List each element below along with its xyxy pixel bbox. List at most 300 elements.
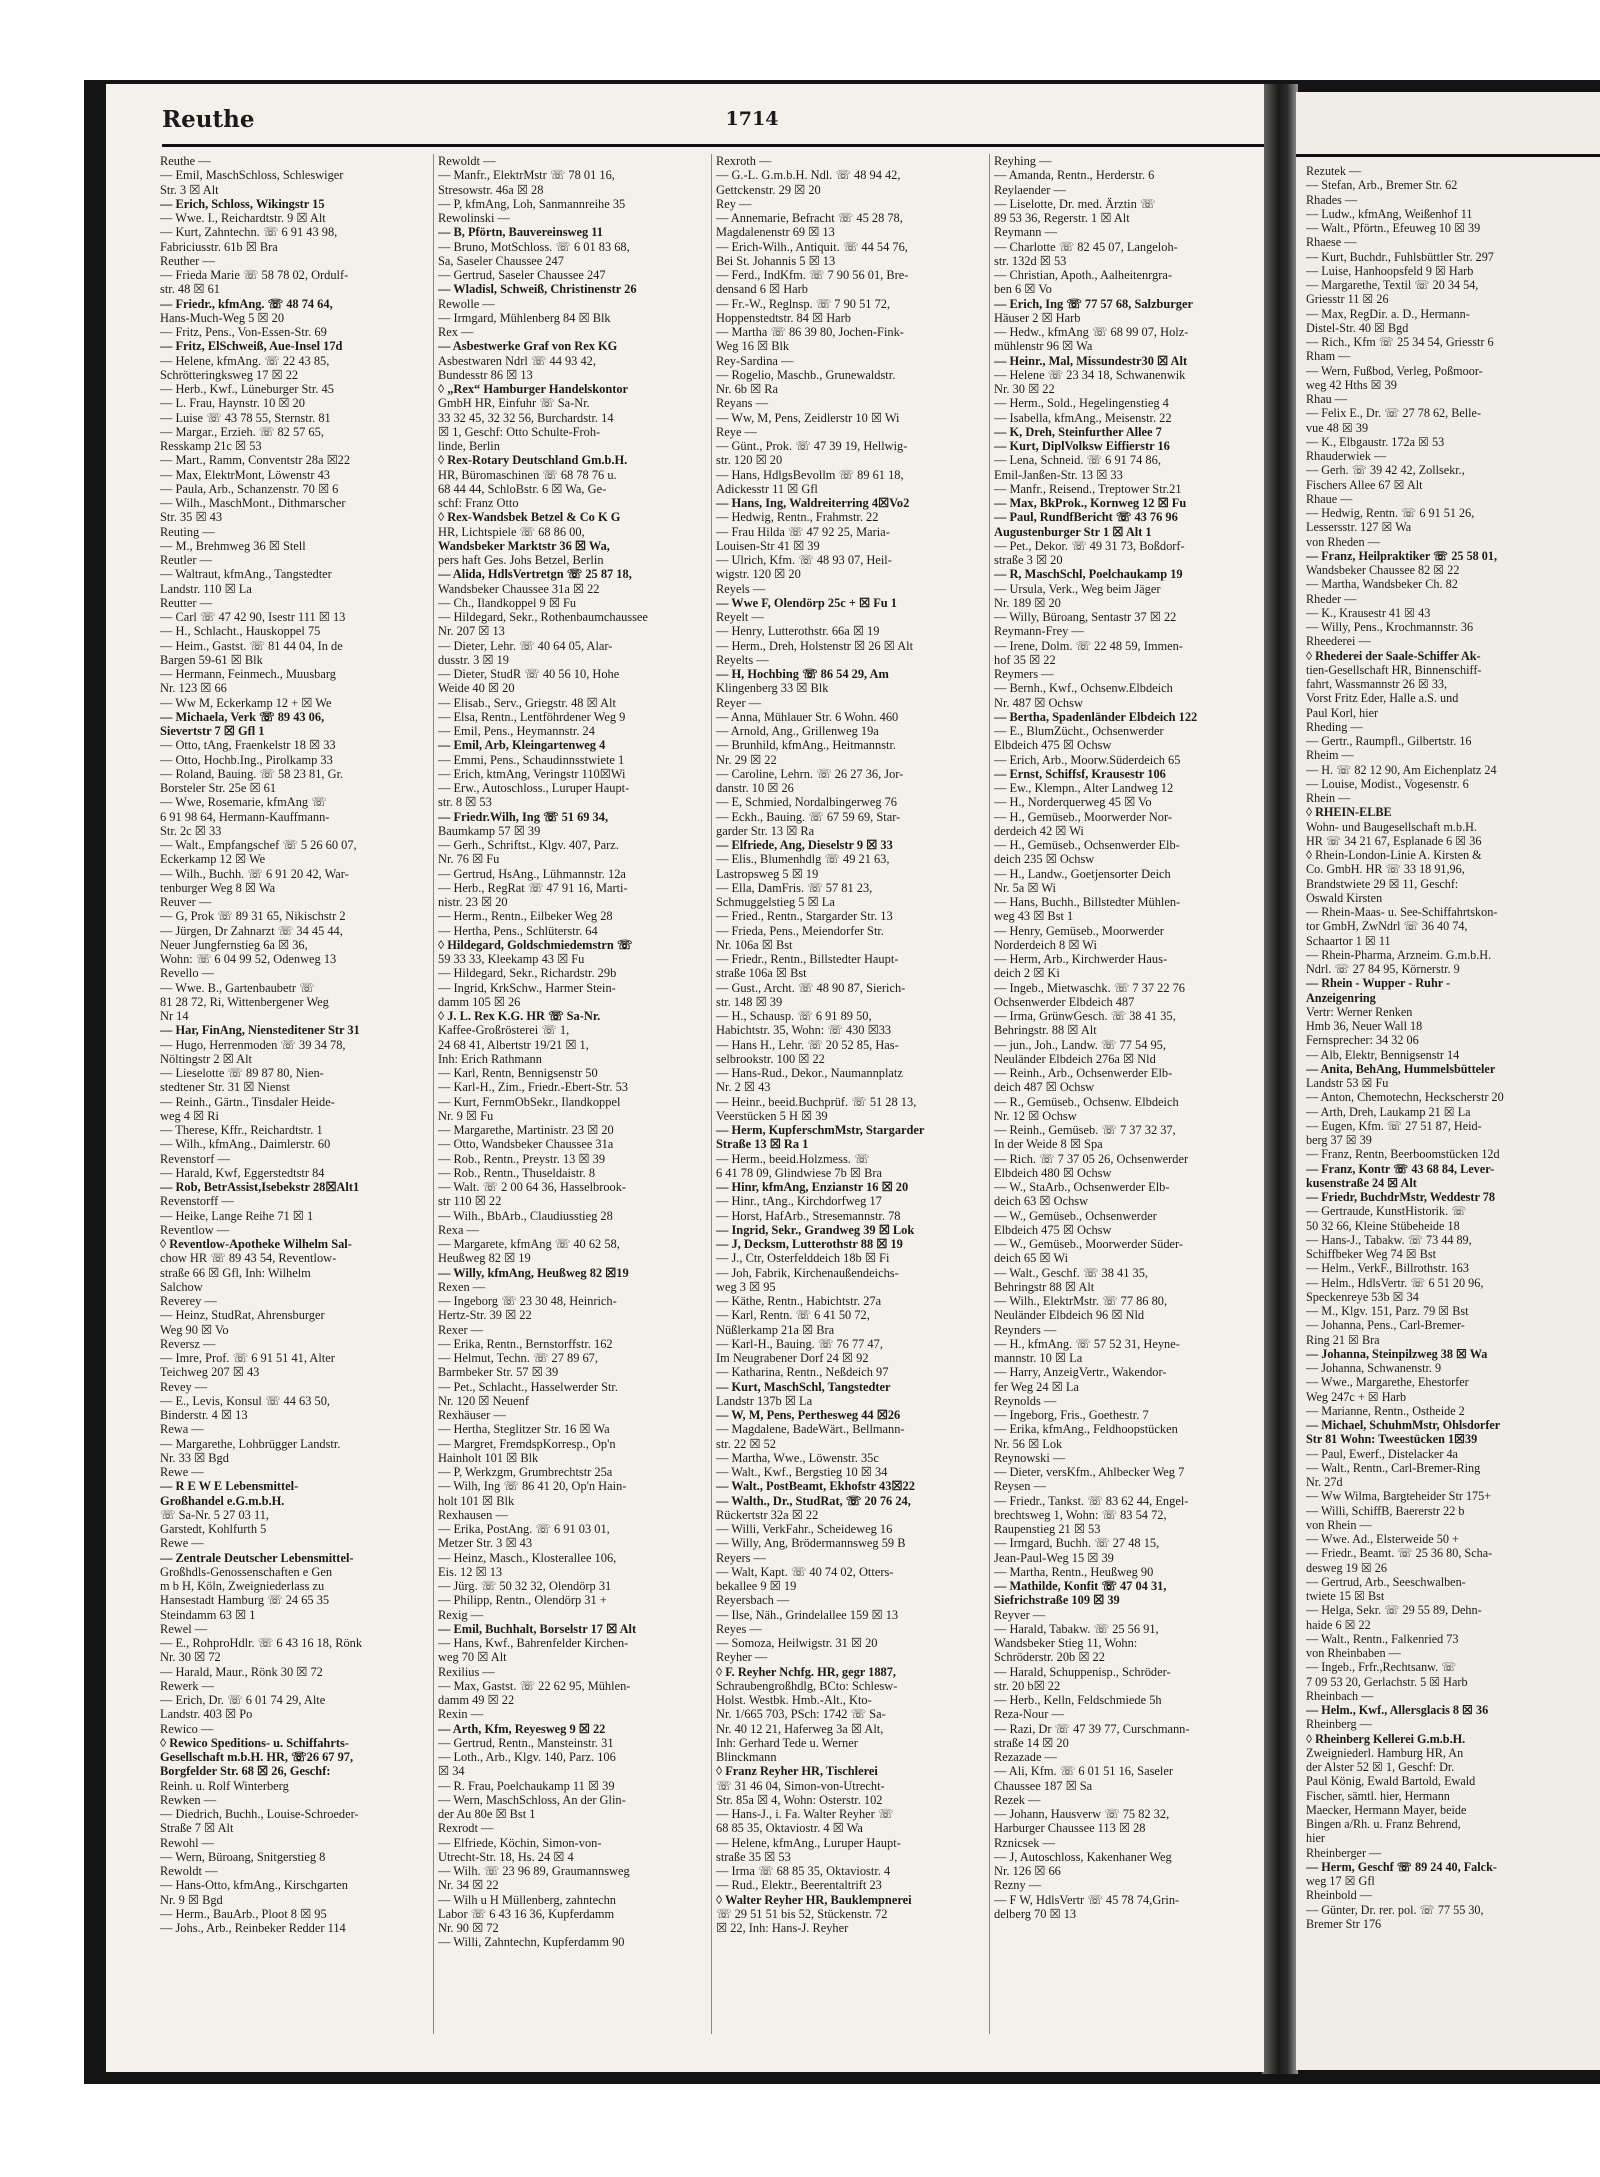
directory-entry-line: — Annemarie, Befracht ☏ 45 28 78,: [716, 211, 903, 225]
directory-entry-line: — Hans, HdlgsBevollm ☏ 89 61 18,: [716, 467, 904, 482]
directory-column-1: [160, 154, 427, 2054]
directory-entry-line: — Magdalene, BadeWärt., Bellmann-: [716, 1422, 905, 1437]
directory-entry-line: — Kurt, MaschSchl, Tangstedter: [716, 1379, 891, 1394]
directory-entry-line: — Gertraude, KunstHistorik. ☏: [1306, 1204, 1467, 1219]
surname-heading: Rewolinski —: [438, 211, 510, 225]
directory-entry-line: Oswald Kirsten: [1306, 890, 1383, 905]
directory-entry-line: Elbdeich 475 ☒ Ochsw: [994, 738, 1112, 753]
directory-entry-line: — Friedr., kfmAng. ☏ 48 74 64,: [160, 296, 333, 311]
directory-entry-line: Vorst Fritz Eder, Halle a.S. und: [1306, 691, 1459, 706]
directory-entry-line: — Hinr., tAng., Kirchdorfweg 17: [716, 1194, 882, 1209]
directory-entry-line: — Helga, Sekr. ☏ 29 55 89, Dehn-: [1306, 1603, 1482, 1618]
directory-entry-line: 24 68 41, Albertstr 19/21 ☒ 1,: [438, 1037, 589, 1052]
directory-entry-line: — Ch., Ilandkoppel 9 ☒ Fu: [438, 595, 577, 610]
directory-entry-line: — Eugen, Kfm. ☏ 27 51 87, Heid-: [1306, 1118, 1482, 1133]
directory-entry-line: — Irene, Dolm. ☏ 22 48 59, Immen-: [994, 638, 1183, 653]
directory-entry-line: Großhdls-Genossenschaften e Gen: [160, 1564, 333, 1579]
directory-entry-line: Bingen a/Rh. u. Franz Behrend,: [1306, 1817, 1461, 1831]
surname-heading: Rheinberger —: [1306, 1845, 1382, 1860]
directory-entry-line: — Ingeborg ☏ 23 30 48, Heinrich-: [438, 1294, 617, 1308]
directory-entry-line: Landstr 137b ☒ La: [716, 1393, 813, 1408]
directory-entry-line: — Lena, Schneid. ☏ 6 91 74 86,: [994, 453, 1161, 468]
directory-entry-line: — Günt., Prok. ☏ 47 39 19, Hellwig-: [716, 439, 908, 453]
directory-entry-line: — W., Gemüseb., Moorwerder Süder-: [994, 1237, 1184, 1251]
directory-entry-line: — Harald, Schuppenisp., Schröder-: [994, 1664, 1171, 1679]
directory-entry-line: — Karl, Rentn. ☏ 6 41 50 72,: [716, 1308, 870, 1323]
directory-column-5: [1306, 164, 1596, 2064]
directory-entry-line: Baumkamp 57 ☒ 39: [438, 823, 541, 838]
directory-entry-line: Stresowstr. 46a ☒ 28: [438, 182, 544, 197]
directory-entry-line: vue 48 ☒ 39: [1306, 420, 1369, 435]
directory-entry-line: — Paul, RundfBericht ☏ 43 76 96: [994, 510, 1178, 525]
directory-entry-line: — Liselotte, Dr. med. Ärztin ☏: [994, 196, 1156, 211]
directory-entry-line: danstr. 10 ☒ 26: [716, 781, 794, 795]
directory-entry-line: — Wilh, Ing ☏ 86 41 20, Op'n Hain-: [438, 1479, 627, 1494]
directory-entry-line: Ochsenwerder Elbdeich 487: [994, 994, 1135, 1009]
directory-entry-line: — Caroline, Lehrn. ☏ 26 27 36, Jor-: [716, 766, 904, 781]
directory-entry-line: Nr. 27d: [1306, 1475, 1343, 1489]
directory-entry-line: — Ew., Klempn., Alter Landweg 12: [994, 781, 1174, 795]
surname-heading: Rheder —: [1306, 591, 1357, 606]
directory-entry-line: — Fr.-W., Reglnsp. ☏ 7 90 51 72,: [716, 296, 891, 311]
directory-entry-line: — B, Pförtn, Bauvereinsweg 11: [438, 225, 603, 240]
directory-entry-line: — Ingrid, Sekr., Grandweg 39 ☒ Lok: [716, 1222, 915, 1237]
directory-entry-line: — Günter, Dr. rer. pol. ☏ 77 55 30,: [1306, 1902, 1484, 1917]
directory-entry-line: Nr. 123 ☒ 66: [160, 681, 227, 696]
directory-entry-line: Ndrl. ☏ 27 84 95, Körnerstr. 9: [1306, 962, 1460, 976]
directory-entry-line: ◊ F. Reyher Nchfg. HR, gegr 1887,: [716, 1664, 897, 1679]
directory-entry-line: kusenstraße 24 ☒ Alt: [1306, 1175, 1417, 1190]
directory-entry-line: — Ludw., kfmAng, Weißenhof 11: [1306, 206, 1473, 221]
directory-entry-line: densand 6 ☒ Harb: [716, 282, 808, 297]
directory-entry-line: Nr. 9 ☒ Bgd: [160, 1892, 223, 1907]
surname-heading: von Rheden —: [1306, 534, 1380, 549]
surname-heading: Rexroth —: [716, 154, 772, 168]
directory-entry-line: Asbestwaren Ndrl ☏ 44 93 42,: [438, 353, 596, 368]
directory-entry-line: Jean-Paul-Weg 15 ☒ 39: [994, 1550, 1114, 1565]
directory-entry-line: — Somoza, Heilwigstr. 31 ☒ 20: [716, 1636, 878, 1650]
directory-entry-line: — Ali, Kfm. ☏ 6 01 51 16, Saseler: [994, 1764, 1173, 1779]
surname-heading: Rezek —: [994, 1792, 1041, 1807]
directory-entry-line: Speckenreye 53b ☒ 34: [1306, 1289, 1419, 1304]
directory-entry-line: — Margarethe, Lohbrügger Landstr.: [160, 1436, 341, 1451]
directory-entry-line: straße 106a ☒ Bst: [716, 966, 807, 981]
directory-entry-line: — Dieter, StudR ☏ 40 56 10, Hohe: [438, 667, 620, 681]
surname-heading: Reuver —: [160, 895, 212, 909]
directory-entry-line: Schmuggelstieg 5 ☒ La: [716, 895, 835, 909]
directory-entry-line: ☏ 31 46 04, Simon-von-Utrecht-: [716, 1778, 885, 1793]
directory-entry-line: Neuer Jungfernstieg 6a ☒ 36,: [160, 937, 308, 952]
directory-entry-line: — Walt., Kwf., Bergstieg 10 ☒ 34: [716, 1465, 888, 1479]
directory-entry-line: — Irma ☏ 68 85 35, Oktaviostr. 4: [716, 1864, 891, 1878]
directory-entry-line: — Mathilde, Konfit ☏ 47 04 31,: [994, 1579, 1167, 1593]
directory-entry-line: linde, Berlin: [438, 439, 500, 453]
directory-entry-line: — Amanda, Rentn., Herderstr. 6: [994, 168, 1155, 183]
directory-entry-line: — Rob., Rentn., Thuseldaistr. 8: [438, 1165, 596, 1180]
directory-entry-line: — Har, FinAng, Niensteditener Str 31: [160, 1023, 360, 1038]
directory-entry-line: brechtsweg 1, Wohn: ☏ 83 54 72,: [994, 1507, 1167, 1522]
directory-entry-line: Hans-Much-Weg 5 ☒ 20: [160, 310, 285, 325]
directory-entry-line: Fabriciusstr. 61b ☒ Bra: [160, 239, 278, 254]
surname-heading: Rznicsek —: [994, 1835, 1055, 1850]
directory-entry-line: — Elisab., Serv., Griegstr. 48 ☒ Alt: [438, 695, 616, 710]
directory-entry-line: — Hedw., kfmAng ☏ 68 99 07, Holz-: [994, 325, 1189, 339]
directory-entry-line: — Reinh., Arb., Ochsenwerder Elb-: [994, 1066, 1173, 1080]
directory-entry-line: Adickesstr 11 ☒ Gfl: [716, 481, 818, 496]
directory-entry-line: Nr. 76 ☒ Fu: [438, 852, 500, 867]
directory-entry-line: — Kurt, Buchdr., Fuhlsbüttler Str. 297: [1306, 249, 1494, 264]
directory-entry-line: — Hans H., Lehr. ☏ 20 52 85, Has-: [716, 1037, 899, 1052]
directory-entry-line: — Helm., VerkF., Billrothstr. 163: [1306, 1261, 1469, 1276]
directory-entry-line: weg 4 ☒ Ri: [160, 1108, 219, 1123]
directory-entry-line: straße 35 ☒ 53: [716, 1849, 791, 1864]
directory-entry-line: — M., Brehmweg 36 ☒ Stell: [160, 538, 306, 553]
directory-entry-line: Louisen-Str 41 ☒ 39: [716, 538, 820, 553]
directory-entry-line: twiete 15 ☒ Bst: [1306, 1589, 1385, 1603]
directory-entry-line: Fernsprecher: 34 32 06: [1306, 1033, 1419, 1048]
directory-entry-line: — M., Klgv. 151, Parz. 79 ☒ Bst: [1306, 1304, 1469, 1318]
directory-entry-line: Maecker, Hermann Mayer, beide: [1306, 1802, 1467, 1817]
directory-entry-line: — Franz, Rentn, Beerboomstücken 12d: [1306, 1147, 1500, 1162]
column-rule: [711, 154, 712, 2034]
directory-entry-line: 6 41 78 09, Glindwiese 7b ☒ Bra: [716, 1165, 882, 1180]
directory-entry-line: Nr. 2 ☒ 43: [716, 1080, 771, 1095]
directory-entry-line: — Friedr.Wilh, Ing ☏ 51 69 34,: [438, 809, 609, 824]
directory-entry-line: — Wilh. ☏ 23 96 89, Graumannsweg: [438, 1864, 630, 1878]
surname-heading: Reyersbach —: [716, 1593, 790, 1608]
directory-entry-line: — Irmgard, Mühlenberg 84 ☒ Blk: [438, 310, 611, 325]
directory-entry-line: — Anita, BehAng, Hummelsbütteler: [1306, 1061, 1496, 1076]
directory-entry-line: — Walth., Dr., StudRat, ☏ 20 76 24,: [716, 1493, 911, 1508]
directory-page-left: [106, 84, 1264, 2072]
surname-heading: Rewe —: [160, 1536, 204, 1551]
directory-entry-line: Sievertstr 7 ☒ Gfl 1: [160, 724, 265, 738]
directory-entry-line: — Friedr., Rentn., Billstedter Haupt-: [716, 952, 899, 966]
directory-entry-line: Lessersstr. 127 ☒ Wa: [1306, 520, 1412, 535]
directory-entry-line: Teichweg 207 ☒ 43: [160, 1365, 260, 1380]
directory-entry-line: — Käthe, Rentn., Habichtstr. 27a: [716, 1294, 882, 1308]
surname-heading: Rexer —: [438, 1322, 484, 1337]
directory-entry-line: ◊ Rhederei der Saale-Schiffer Ak-: [1306, 648, 1481, 663]
directory-entry-line: Borgfelder Str. 68 ☒ 26, Geschf:: [160, 1764, 331, 1779]
directory-entry-line: weg 42 Hths ☒ 39: [1306, 377, 1397, 392]
directory-entry-line: Fischers Allee 67 ☒ Alt: [1306, 477, 1423, 492]
directory-entry-line: — Wwe., Margarethe, Ehestorfer: [1306, 1375, 1469, 1390]
directory-entry-line: — Brunhild, kfmAng., Heitmannstr.: [716, 738, 896, 753]
directory-entry-line: Distel-Str. 40 ☒ Bgd: [1306, 320, 1409, 335]
directory-entry-line: — Asbestwerke Graf von Rex KG: [438, 339, 618, 354]
directory-entry-line: — Elfriede, Ang, Dieselstr 9 ☒ 33: [716, 838, 893, 852]
directory-entry-line: — Willi, Zahntechn, Kupferdamm 90: [438, 1935, 625, 1950]
directory-entry-line: ◊ „Rex“ Hamburger Handelskontor: [438, 382, 629, 396]
directory-entry-line: — Frieda, Pens., Meiendorfer Str.: [716, 923, 884, 938]
directory-column-4: [994, 154, 1261, 2054]
directory-entry-line: — Dieter, versKfm., Ahlbecker Weg 7: [994, 1465, 1185, 1479]
directory-entry-line: fahrt, Wassmannstr 26 ☒ 33,: [1306, 677, 1448, 691]
directory-entry-line: — Gertrud, Rentn., Mansteinstr. 31: [438, 1735, 614, 1750]
directory-entry-line: — F W, HdlsVertr ☏ 45 78 74,Grin-: [994, 1892, 1180, 1907]
directory-entry-line: desweg 19 ☒ 26: [1306, 1560, 1387, 1575]
surname-heading: Reyes —: [716, 1621, 762, 1636]
directory-entry-line: Barmbeker Str. 57 ☒ 39: [438, 1365, 559, 1380]
directory-entry-line: ◊ Rhein-London-Linie A. Kirsten &: [1306, 848, 1482, 862]
directory-entry-line: — Karl-H., Bauing. ☏ 76 77 47,: [716, 1336, 883, 1351]
directory-entry-line: — Hans-Otto, kfmAng., Kirschgarten: [160, 1878, 348, 1893]
directory-entry-line: — Alb, Elektr, Bennigsenstr 14: [1306, 1047, 1460, 1062]
directory-entry-line: — Elsa, Rentn., Lentföhrdener Weg 9: [438, 709, 626, 724]
surname-heading: Reyelt —: [716, 610, 764, 624]
directory-entry-line: weg 43 ☒ Bst 1: [994, 909, 1074, 924]
directory-entry-line: Holst. Westbk. Hmb.-Alt., Kto-: [716, 1693, 872, 1707]
directory-entry-line: Häuser 2 ☒ Harb: [994, 310, 1081, 325]
directory-entry-line: ◊ Rewico Speditions- u. Schiffahrts-: [160, 1735, 349, 1750]
directory-entry-line: Salchow: [160, 1279, 203, 1294]
directory-entry-line: Inh: Erich Rathmann: [438, 1051, 542, 1066]
directory-entry-line: — W., Gemüseb., Ochsenwerder: [994, 1208, 1157, 1223]
directory-entry-line: straße 66 ☒ Gfl, Inh: Wilhelm: [160, 1265, 311, 1280]
surname-heading: Rhau —: [1306, 392, 1347, 406]
directory-entry-line: — Friedr., Tankst. ☏ 83 62 44, Engel-: [994, 1493, 1189, 1508]
directory-entry-line: — Alida, HdlsVertretgn ☏ 25 87 18,: [438, 567, 632, 582]
directory-entry-line: — Friedr., Beamt. ☏ 25 36 80, Scha-: [1306, 1546, 1493, 1561]
directory-entry-line: — Wwe. I., Reichardtstr. 9 ☒ Alt: [160, 211, 326, 225]
directory-entry-line: 68 44 44, SchloBstr. 6 ☒ Wa, Ge-: [438, 481, 607, 496]
directory-entry-line: damm 105 ☒ 26: [438, 994, 521, 1009]
directory-entry-line: — Ingeb., Frfr.,Rechtsanw. ☏: [1306, 1660, 1457, 1675]
directory-entry-line: Harburger Chaussee 113 ☒ 28: [994, 1821, 1146, 1836]
surname-heading: Reyher —: [716, 1650, 768, 1665]
directory-entry-line: deich 63 ☒ Ochsw: [994, 1194, 1089, 1209]
surname-heading: Rhaese —: [1306, 235, 1357, 250]
directory-entry-line: Hansestadt Hamburg ☏ 24 65 35: [160, 1593, 330, 1608]
directory-entry-line: — Rhein-Maas- u. See-Schiffahrtskon-: [1306, 905, 1498, 919]
directory-entry-line: Nüßlerkamp 21a ☒ Bra: [716, 1322, 835, 1337]
directory-entry-line: — Johanna, Schwanenstr. 9: [1306, 1361, 1442, 1375]
directory-entry-line: Eckerkamp 12 ☒ We: [160, 852, 266, 867]
surname-heading: Rhades —: [1306, 192, 1358, 207]
directory-entry-line: — Johanna, Steinpilzweg 38 ☒ Wa: [1306, 1346, 1488, 1361]
directory-entry-line: — Karl-H., Zim., Friedr.-Ebert-Str. 53: [438, 1080, 628, 1095]
surname-heading: Rewel —: [160, 1621, 208, 1636]
directory-entry-line: — Franz, Heilpraktiker ☏ 25 58 01,: [1306, 548, 1498, 563]
directory-entry-line: — Helene, kfmAng., Luruper Haupt-: [716, 1835, 901, 1850]
directory-entry-line: — H., Schausp. ☏ 6 91 89 50,: [716, 1009, 872, 1023]
directory-entry-line: — Frieda Marie ☏ 58 78 02, Ordulf-: [160, 268, 349, 282]
directory-entry-line: — Karl, Rentn, Bennigsenstr 50: [438, 1066, 598, 1080]
directory-entry-line: — Herm, KupferschmMstr, Stargarder: [716, 1123, 925, 1137]
directory-entry-line: — Rhein - Wupper - Ruhr -: [1306, 976, 1451, 991]
directory-entry-line: — Walt., PostBeamt, Ekhofstr 43☒22: [716, 1479, 915, 1494]
directory-entry-line: Nr. 30 ☒ 72: [160, 1650, 221, 1665]
surname-heading: Reymann —: [994, 225, 1057, 240]
directory-entry-line: — Heinr., Mal, Missundestr30 ☒ Alt: [994, 353, 1188, 368]
surname-heading: Rey —: [716, 196, 752, 211]
directory-entry-line: Behringstr. 88 ☒ Alt: [994, 1023, 1097, 1038]
directory-entry-line: Nr. 487 ☒ Ochsw: [994, 695, 1083, 710]
directory-entry-line: — Arnold, Ang., Grillenweg 19a: [716, 724, 879, 738]
directory-entry-line: — Michaela, Verk ☏ 89 43 06,: [160, 709, 325, 724]
head-word: Reuthe: [162, 106, 255, 133]
directory-entry-line: Metzer Str. 3 ☒ 43: [438, 1536, 533, 1551]
directory-entry-line: — Erich, ktmAng, Veringstr 110☒Wi: [438, 766, 626, 781]
directory-entry-line: — Joh, Fabrik, Kirchenaußendeichs-: [716, 1265, 899, 1280]
directory-entry-line: — H., Gemüseb., Moorwerder Nor-: [994, 809, 1172, 824]
directory-entry-line: Schrötteringksweg 17 ☒ 22: [160, 367, 299, 382]
directory-entry-line: Paul Korl, hier: [1306, 705, 1379, 720]
directory-entry-line: HR, Lichtspiele ☏ 68 86 00,: [438, 524, 585, 539]
directory-entry-line: — Christian, Apoth., Aalheitenrgra-: [994, 268, 1173, 282]
directory-entry-line: — Ilse, Näh., Grindelallee 159 ☒ 13: [716, 1607, 899, 1622]
directory-entry-line: — Dieter, Lehr. ☏ 40 64 05, Alar-: [438, 638, 613, 653]
surname-heading: Reylaender —: [994, 182, 1066, 197]
directory-entry-line: Str 81 Wohn: Tweestücken 1☒39: [1306, 1432, 1478, 1447]
surname-heading: Reza-Nour —: [994, 1707, 1064, 1722]
directory-entry-line: Labor ☏ 6 43 16 36, Kupferdamm: [438, 1906, 615, 1921]
directory-entry-line: — Wilh., Buchh. ☏ 6 91 20 42, War-: [160, 866, 349, 881]
surname-heading: Reynders —: [994, 1322, 1057, 1337]
directory-entry-line: — Manfr., ElektrMstr ☏ 78 01 16,: [438, 168, 615, 183]
directory-entry-line: str. 20 b☒ 22: [994, 1678, 1061, 1693]
directory-entry-line: — Wwe F, Olendörp 25c + ☒ Fu 1: [716, 595, 897, 610]
directory-entry-line: — Walt. ☏ 2 00 64 36, Hasselbrook-: [438, 1180, 627, 1194]
surname-heading: Rhein —: [1306, 791, 1351, 805]
directory-entry-line: Norderdeich 8 ☒ Wi: [994, 937, 1097, 952]
directory-entry-line: — Emmi, Pens., Schaudinnsstwiete 1: [438, 752, 625, 767]
directory-entry-line: HR, Büromaschinen ☏ 68 78 76 u.: [438, 467, 617, 482]
directory-entry-line: — Ursula, Verk., Weg beim Jäger: [994, 581, 1161, 596]
directory-entry-line: Str. 3 ☒ Alt: [160, 182, 219, 197]
directory-entry-line: — Harald, Tabakw. ☏ 25 56 91,: [994, 1621, 1159, 1636]
directory-entry-line: Weg 247c + ☒ Harb: [1306, 1389, 1407, 1404]
directory-entry-line: — Wilh., BbArb., Claudiusstieg 28: [438, 1208, 613, 1223]
directory-entry-line: Straße 13 ☒ Ra 1: [716, 1137, 809, 1152]
directory-entry-line: — L. Frau, Haynstr. 10 ☒ 20: [160, 396, 305, 411]
directory-entry-line: Wandsbeker Marktstr 36 ☒ Wa,: [438, 538, 610, 553]
directory-entry-line: — Helmut, Techn. ☏ 27 89 67,: [438, 1351, 598, 1365]
directory-entry-line: — Diedrich, Buchh., Louise-Schroeder-: [160, 1807, 359, 1821]
book-gutter: [1262, 84, 1298, 2074]
surname-heading: Rewoldt —: [160, 1864, 218, 1878]
directory-entry-line: Im Neugrabener Dorf 24 ☒ 92: [716, 1351, 869, 1365]
directory-entry-line: — W., StaArb., Ochsenwerder Elb-: [994, 1180, 1170, 1194]
directory-entry-line: — Katharina, Rentn., Neßdeich 97: [716, 1365, 889, 1380]
directory-entry-line: — Johann, Hausverw ☏ 75 82 32,: [994, 1807, 1170, 1821]
directory-entry-line: Augustenburger Str 1 ☒ Alt 1: [994, 524, 1152, 539]
directory-entry-line: — Bernh., Kwf., Ochsenw.Elbdeich: [994, 681, 1173, 696]
directory-entry-line: — Ww, M, Pens, Zeidlerstr 10 ☒ Wi: [716, 410, 900, 425]
directory-entry-line: — Mart., Ramm, Conventstr 28a ☒22: [160, 453, 351, 468]
directory-entry-line: — G.-L. G.m.b.H. Ndl. ☏ 48 94 42,: [716, 168, 901, 183]
directory-entry-line: Borsteler Str. 25e ☒ 61: [160, 781, 277, 795]
directory-entry-line: — G, Prok ☏ 89 31 65, Nikischstr 2: [160, 909, 346, 924]
directory-entry-line: mühlenstr 96 ☒ Wa: [994, 339, 1093, 354]
surname-heading: Rex —: [438, 325, 474, 339]
directory-entry-line: — Henry, Gemüseb., Moorwerder: [994, 923, 1164, 938]
directory-entry-line: — Lieselotte ☏ 89 87 80, Nien-: [160, 1066, 324, 1080]
directory-entry-line: — Therese, Kffr., Reichardtstr. 1: [160, 1123, 323, 1137]
directory-entry-line: — Fried., Rentn., Stargarder Str. 13: [716, 909, 893, 924]
directory-entry-line: — R. Frau, Poelchaukamp 11 ☒ 39: [438, 1778, 615, 1793]
directory-entry-line: — Hermann, Feinmech., Muusbarg: [160, 667, 336, 681]
directory-entry-line: ben 6 ☒ Vo: [994, 282, 1052, 297]
directory-entry-line: Nr. 1/665 703, PSch: 1742 ☏ Sa-: [716, 1707, 886, 1722]
directory-entry-line: — K., Krausestr 41 ☒ 43: [1306, 605, 1431, 620]
surname-heading: Rheding —: [1306, 719, 1363, 734]
directory-entry-line: Str. 35 ☒ 43: [160, 510, 223, 525]
directory-entry-line: ◊ Rex-Rotary Deutschland Gm.b.H.: [438, 453, 628, 468]
directory-entry-line: — Max, Gastst. ☏ 22 62 95, Mühlen-: [438, 1678, 631, 1693]
directory-entry-line: — H., Schlacht., Hauskoppel 75: [160, 624, 321, 639]
directory-entry-line: — Paula, Arb., Schanzenstr. 70 ☒ 6: [160, 481, 339, 496]
directory-entry-line: — Irma, GrünwGesch. ☏ 38 41 35,: [994, 1009, 1176, 1023]
directory-entry-line: — Reinh., Gärtn., Tinsdaler Heide-: [160, 1094, 335, 1109]
surname-heading: Reuther —: [160, 253, 215, 268]
directory-entry-line: Siefrichstraße 109 ☒ 39: [994, 1593, 1120, 1608]
directory-entry-line: der Au 80e ☒ Bst 1: [438, 1807, 536, 1821]
directory-entry-line: — Wwe. Ad., Elsterweide 50 +: [1306, 1532, 1459, 1546]
directory-entry-line: — Otto, Hochb.Ing., Pirolkamp 33: [160, 752, 333, 767]
directory-entry-line: Hertz-Str. 39 ☒ 22: [438, 1308, 532, 1323]
directory-entry-line: — Hans-J., Tabakw. ☏ 73 44 89,: [1306, 1232, 1472, 1247]
surname-heading: Reyels —: [716, 581, 766, 596]
directory-entry-line: ☏ Sa-Nr. 5 27 03 11,: [160, 1507, 269, 1522]
directory-entry-line: Sa, Saseler Chaussee 247: [438, 253, 564, 268]
directory-entry-line: str 110 ☒ 22: [438, 1194, 502, 1209]
directory-entry-line: Neuländer Elbdeich 96 ☒ Nld: [994, 1308, 1145, 1323]
surname-heading: Reymann-Frey —: [994, 624, 1084, 639]
directory-entry-line: — H., Landw., Goetjensorter Deich: [994, 866, 1171, 881]
directory-entry-line: — jun., Joh., Landw. ☏ 77 54 95,: [994, 1037, 1166, 1052]
directory-entry-line: — Hans, Buchh., Billstedter Mühlen-: [994, 895, 1181, 909]
directory-entry-line: — H. ☏ 82 12 90, Am Eichenplatz 24: [1306, 762, 1497, 777]
directory-entry-line: — Irmgard, Buchh. ☏ 27 48 15,: [994, 1536, 1160, 1551]
directory-entry-line: schf: Franz Otto: [438, 496, 519, 510]
directory-entry-line: Brandstwiete 29 ☒ 11, Geschf:: [1306, 876, 1459, 891]
directory-entry-line: derdeich 42 ☒ Wi: [994, 823, 1084, 838]
surname-heading: Rexin —: [438, 1707, 484, 1722]
directory-entry-line: Anzeigenring: [1306, 990, 1376, 1005]
directory-entry-line: — Ernst, Schiffsf, Krausestr 106: [994, 766, 1166, 781]
directory-entry-line: Nöltingstr 2 ☒ Alt: [160, 1051, 252, 1066]
directory-entry-line: str. 148 ☒ 39: [716, 994, 783, 1009]
directory-entry-line: delberg 70 ☒ 13: [994, 1906, 1077, 1921]
directory-entry-line: Nr. 40 12 21, Haferweg 3a ☒ Alt,: [716, 1721, 884, 1736]
directory-entry-line: Utrecht-Str. 18, Hs. 24 ☒ 4: [438, 1849, 574, 1864]
surname-heading: Rheinbold —: [1306, 1888, 1373, 1903]
surname-heading: Rexen —: [438, 1279, 486, 1294]
directory-entry-line: Binderstr. 4 ☒ 13: [160, 1408, 248, 1422]
directory-entry-line: Rückertstr 32a ☒ 22: [716, 1507, 819, 1522]
directory-entry-line: Lastropsweg 5 ☒ 19: [716, 866, 819, 881]
directory-entry-line: holt 101 ☒ Blk: [438, 1493, 515, 1508]
directory-entry-line: — Louise, Modist., Vogesenstr. 6: [1306, 776, 1469, 791]
directory-entry-line: — Pet., Schlacht., Hasselwerder Str.: [438, 1379, 618, 1394]
directory-entry-line: nistr. 23 ☒ 20: [438, 895, 508, 909]
surname-heading: von Rhein —: [1306, 1517, 1372, 1532]
directory-entry-line: ☒ 22, Inh: Hans-J. Reyher: [716, 1921, 849, 1935]
directory-entry-line: — H, Hochbing ☏ 86 54 29, Am: [716, 667, 889, 681]
surname-heading: Rewohl —: [160, 1835, 215, 1850]
directory-entry-line: — Wilh., kfmAng., Daimlerstr. 60: [160, 1137, 331, 1152]
directory-entry-line: — Herb., Kwf., Lüneburger Str. 45: [160, 382, 334, 396]
directory-entry-line: Chaussee 187 ☒ Sa: [994, 1778, 1093, 1793]
directory-entry-line: In der Weide 8 ☒ Spa: [994, 1137, 1103, 1152]
directory-entry-line: berg 37 ☒ 39: [1306, 1133, 1372, 1147]
directory-entry-line: str. 48 ☒ 61: [160, 282, 220, 297]
surname-heading: Rexig —: [438, 1607, 484, 1622]
directory-entry-line: — Gust., Archt. ☏ 48 90 87, Sierich-: [716, 980, 906, 995]
directory-entry-line: — Helene ☏ 23 34 18, Schwanenwik: [994, 367, 1186, 382]
